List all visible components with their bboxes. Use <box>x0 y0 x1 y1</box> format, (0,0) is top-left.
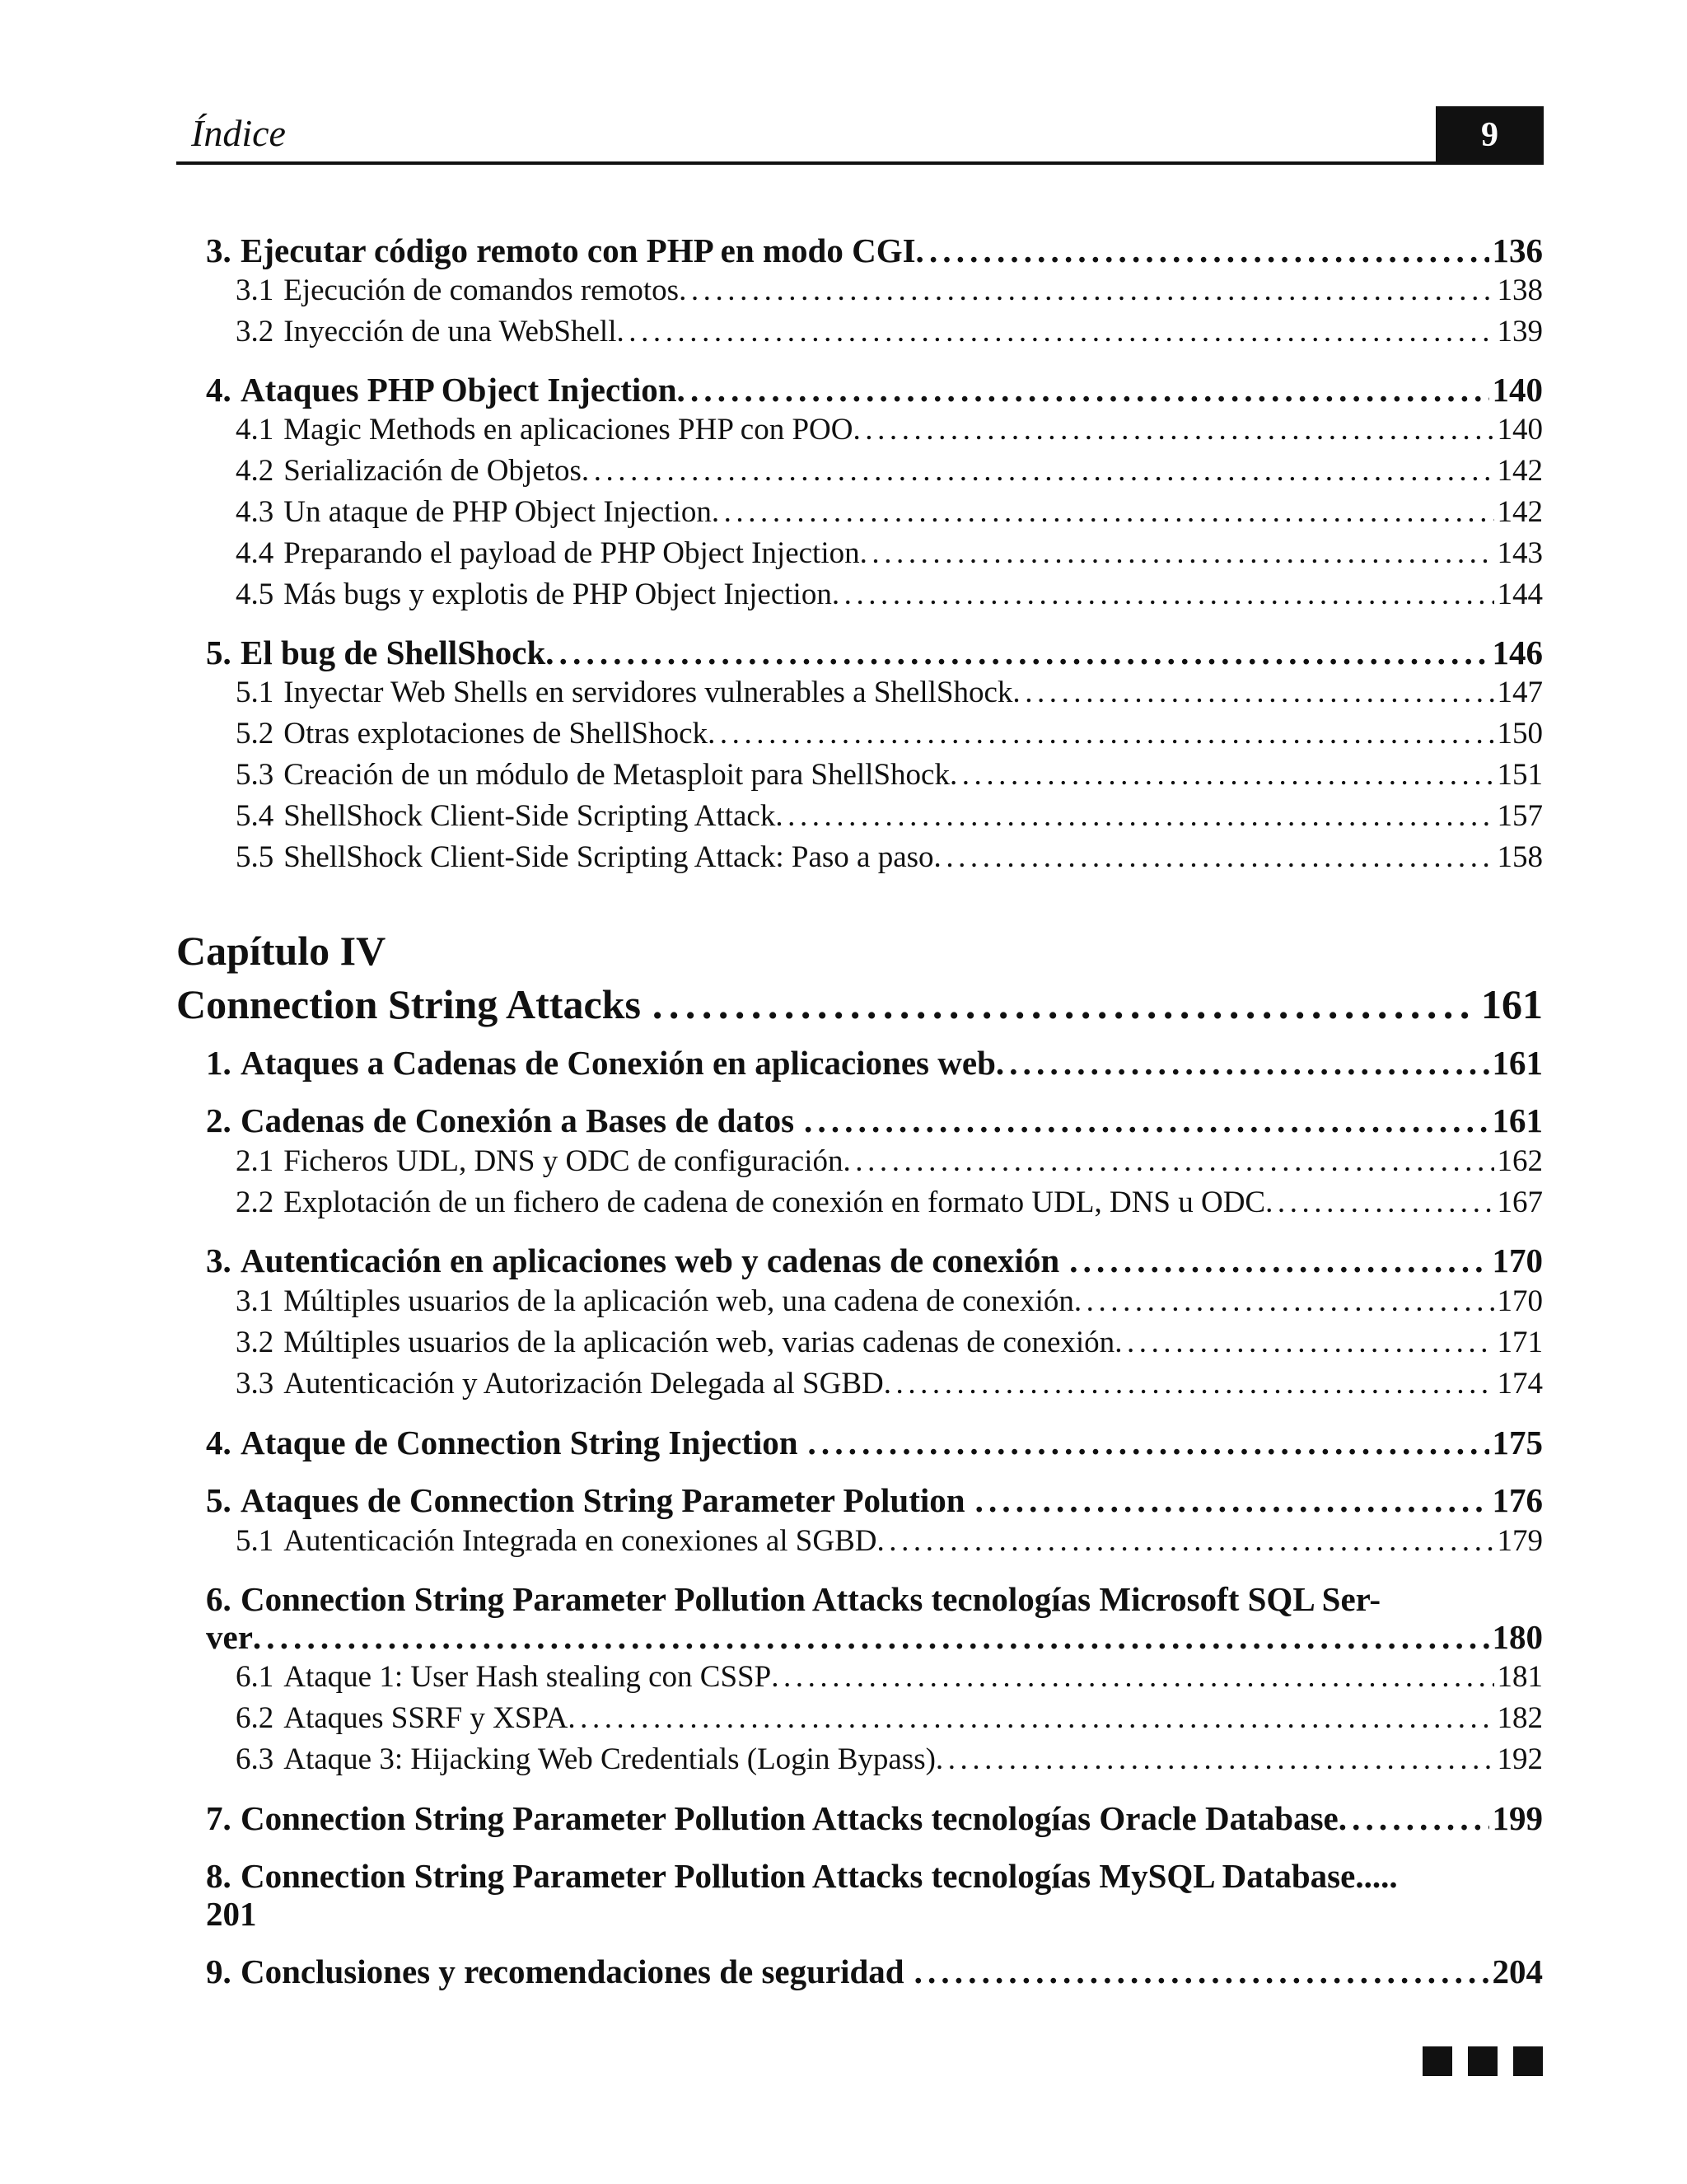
toc-subsection-entry[interactable] <box>236 1700 1543 1737</box>
section-title: Ataques a Cadenas de Conexión en aplicaciones web <box>241 1044 996 1082</box>
subsection-title: Ataques SSRF y XSPA <box>283 1701 568 1735</box>
toc-section-entry[interactable] <box>206 1797 1543 1840</box>
page-number: 162 <box>1497 1144 1543 1178</box>
dot-leader <box>1115 1324 1493 1362</box>
dot-leader <box>568 1700 1493 1737</box>
subsection-number: 3.1 <box>236 274 274 307</box>
page-number: 139 <box>1497 315 1543 348</box>
toc-page-number-wrapped: 201 <box>206 1895 257 1933</box>
toc-subsection-entry[interactable] <box>236 452 1543 490</box>
subsection-number: 4.3 <box>236 495 274 529</box>
running-header-title: Índice <box>191 112 286 154</box>
subsection-number: 5.5 <box>236 840 274 874</box>
dot-leader <box>884 1365 1494 1403</box>
chapter-title: Connection String Attacks <box>176 981 641 1027</box>
section-number: 3. <box>206 231 231 269</box>
subsection-number: 3.2 <box>236 315 274 348</box>
subsection-title: Autenticación Integrada en conexiones al SGBD <box>283 1524 877 1558</box>
subsection-title: ShellShock Client-Side Scripting Attack <box>283 799 776 833</box>
page-number: 142 <box>1497 495 1543 529</box>
dot-leader <box>1012 674 1493 712</box>
toc-subsection-entry[interactable] <box>236 1522 1543 1560</box>
subsection-number: 4.5 <box>236 578 274 611</box>
toc-subsection-entry[interactable] <box>236 715 1543 753</box>
page-number: 171 <box>1497 1326 1543 1359</box>
page-number: 176 <box>1492 1481 1543 1519</box>
page-number: 161 <box>1481 981 1543 1027</box>
page-number: 170 <box>1497 1284 1543 1318</box>
toc-subsection-entry[interactable] <box>236 1283 1543 1321</box>
toc-subsection-entry[interactable] <box>236 756 1543 794</box>
toc-subsection-entry[interactable] <box>236 411 1543 449</box>
page-number: 147 <box>1497 676 1543 709</box>
dot-leader <box>617 313 1494 351</box>
dot-leader <box>916 229 1489 272</box>
page-number: 143 <box>1497 536 1543 570</box>
section-number: 5. <box>206 1481 231 1519</box>
dot-leader: ..... <box>1355 1857 1398 1895</box>
page-number-badge: 9 <box>1436 106 1544 163</box>
section-title: El bug de ShellShock <box>241 634 546 671</box>
dot-leader <box>996 1041 1489 1084</box>
toc-subsection-entry[interactable] <box>236 1658 1543 1696</box>
toc-section-entry[interactable] <box>206 229 1543 272</box>
subsection-number: 2.2 <box>236 1186 274 1219</box>
page-number: 182 <box>1497 1701 1543 1735</box>
end-square-3 <box>1513 2046 1543 2076</box>
page-number: 136 <box>1492 231 1543 269</box>
toc-subsection-entry[interactable] <box>236 1365 1543 1403</box>
section-number: 7. <box>206 1799 231 1837</box>
dot-leader <box>1074 1283 1494 1321</box>
subsection-title: Inyección de una WebShell <box>283 315 617 348</box>
section-title-line1: Connection String Parameter Pollution Attacks tecnologías Microsoft SQL Ser- <box>241 1580 1381 1618</box>
toc-section-entry[interactable] <box>206 631 1543 674</box>
toc-section-entry[interactable] <box>206 1950 1543 1993</box>
page-number: 140 <box>1492 371 1543 409</box>
subsection-title: Más bugs y explotis de PHP Object Injection <box>283 578 832 611</box>
end-square-2 <box>1468 2046 1498 2076</box>
dot-leader <box>936 1741 1494 1779</box>
subsection-number: 6.3 <box>236 1742 274 1776</box>
section-title: Connection String Parameter Pollution Attacks tecnologías MySQL Database <box>241 1857 1356 1895</box>
toc-subsection-entry[interactable] <box>236 1184 1543 1222</box>
dot-leader <box>545 631 1488 674</box>
subsection-title: Preparando el payload de PHP Object Injection <box>283 536 860 570</box>
subsection-number: 3.2 <box>236 1326 274 1359</box>
header-rule <box>176 161 1544 165</box>
end-square-1 <box>1423 2046 1452 2076</box>
subsection-number: 5.1 <box>236 1524 274 1558</box>
page-number: 138 <box>1497 274 1543 307</box>
section-number: 4. <box>206 1424 231 1461</box>
dot-leader <box>832 576 1494 614</box>
section-number: 9. <box>206 1953 231 1990</box>
toc-subsection-entry[interactable] <box>236 1324 1543 1362</box>
toc-subsection-entry[interactable] <box>236 493 1543 531</box>
toc-subsection-entry[interactable] <box>236 674 1543 712</box>
subsection-number: 4.4 <box>236 536 274 570</box>
subsection-number: 6.1 <box>236 1660 274 1694</box>
page-number: 167 <box>1497 1186 1543 1219</box>
chapter-label: Capítulo IV <box>176 928 386 974</box>
toc-subsection-entry[interactable] <box>236 1741 1543 1779</box>
section-title: Autenticación en aplicaciones web y cadenas de conexión <box>241 1242 1060 1279</box>
page-number: 181 <box>1497 1660 1543 1694</box>
toc-section-entry[interactable] <box>206 1239 1543 1282</box>
toc-subsection-entry[interactable] <box>236 839 1543 877</box>
dot-leader <box>950 756 1494 794</box>
subsection-number: 5.3 <box>236 758 274 792</box>
subsection-title: Un ataque de PHP Object Injection <box>283 495 712 529</box>
dot-leader <box>582 452 1494 490</box>
toc-subsection-entry[interactable] <box>236 797 1543 835</box>
page-number: 179 <box>1497 1524 1543 1558</box>
subsection-title: Ataque 3: Hijacking Web Credentials (Login Bypass) <box>283 1742 936 1776</box>
subsection-number: 5.2 <box>236 717 274 751</box>
page-number: 192 <box>1497 1742 1543 1776</box>
toc-section-entry[interactable] <box>206 1421 1543 1464</box>
subsection-number: 6.2 <box>236 1701 274 1735</box>
page-number: 157 <box>1497 799 1543 833</box>
toc-chapter-entry[interactable] <box>176 977 1543 1031</box>
section-title: Ataques PHP Object Injection <box>241 371 677 409</box>
dot-leader <box>794 1099 1488 1142</box>
page-number: 144 <box>1497 578 1543 611</box>
dot-leader <box>771 1658 1493 1696</box>
toc-section-entry-first-line[interactable] <box>206 1854 1398 1897</box>
dot-leader <box>844 1143 1494 1181</box>
toc-subsection-entry[interactable] <box>236 576 1543 614</box>
subsection-title: Múltiples usuarios de la aplicación web, una cadena de conexión <box>283 1284 1074 1318</box>
subsection-title: Ficheros UDL, DNS y ODC de configuración <box>283 1144 844 1178</box>
section-title: Ataque de Connection String Injection <box>241 1424 798 1461</box>
page-number: 146 <box>1492 634 1543 671</box>
subsection-number: 4.2 <box>236 454 274 488</box>
page-number: 180 <box>1492 1618 1543 1656</box>
dot-leader <box>904 1950 1489 1993</box>
section-title: Connection String Parameter Pollution Attacks tecnologías Oracle Database <box>241 1799 1339 1837</box>
dot-leader <box>1339 1797 1489 1840</box>
toc-subsection-entry[interactable] <box>236 535 1543 573</box>
dot-leader <box>677 368 1489 411</box>
toc-section-entry[interactable] <box>206 1099 1543 1142</box>
section-title: Ataques de Connection String Parameter Polution <box>241 1481 965 1519</box>
section-number: 3. <box>206 1242 231 1279</box>
page-number: 140 <box>1497 413 1543 447</box>
subsection-number: 3.3 <box>236 1367 274 1401</box>
toc-section-entry[interactable] <box>206 368 1543 411</box>
subsection-title: Magic Methods en aplicaciones PHP con POO <box>283 413 853 447</box>
page-number: 170 <box>1492 1242 1543 1279</box>
dot-leader <box>1265 1184 1493 1222</box>
dot-leader <box>934 839 1494 877</box>
subsection-title: Múltiples usuarios de la aplicación web, varias cadenas de conexión <box>283 1326 1115 1359</box>
dot-leader <box>253 1616 1489 1658</box>
dot-leader <box>641 977 1478 1031</box>
toc-subsection-entry[interactable] <box>236 313 1543 351</box>
subsection-number: 4.1 <box>236 413 274 447</box>
subsection-number: 2.1 <box>236 1144 274 1178</box>
page-number: 199 <box>1492 1799 1543 1837</box>
toc-section-entry[interactable] <box>206 1479 1543 1522</box>
page-number: 204 <box>1492 1953 1543 1990</box>
subsection-title: Autenticación y Autorización Delegada al SGBD <box>283 1367 884 1401</box>
section-number: 5. <box>206 634 231 671</box>
toc-subsection-entry[interactable] <box>236 1143 1543 1181</box>
dot-leader <box>860 535 1494 573</box>
page-number: 151 <box>1497 758 1543 792</box>
page-number: 161 <box>1492 1101 1543 1139</box>
page-number: 158 <box>1497 840 1543 874</box>
dot-leader <box>708 715 1493 753</box>
subsection-title: Explotación de un fichero de cadena de conexión en formato UDL, DNS u ODC <box>283 1186 1266 1219</box>
subsection-title: ShellShock Client-Side Scripting Attack: Paso a paso <box>283 840 934 874</box>
dot-leader <box>712 493 1494 531</box>
page-number: 150 <box>1497 717 1543 751</box>
page-number: 142 <box>1497 454 1543 488</box>
subsection-number: 3.1 <box>236 1284 274 1318</box>
dot-leader <box>853 411 1494 449</box>
dot-leader <box>775 797 1493 835</box>
dot-leader <box>965 1479 1489 1522</box>
page-number: 175 <box>1492 1424 1543 1461</box>
section-title: Conclusiones y recomendaciones de seguridad <box>241 1953 904 1990</box>
subsection-title: Ejecución de comandos remotos <box>283 274 680 307</box>
subsection-title: Ataque 1: User Hash stealing con CSSP <box>283 1660 772 1694</box>
subsection-title: Creación de un módulo de Metasploit para ShellShock <box>283 758 950 792</box>
toc-subsection-entry[interactable] <box>236 272 1543 310</box>
section-number: 6. <box>206 1580 231 1618</box>
dot-leader <box>679 272 1493 310</box>
page-number: 174 <box>1497 1367 1543 1401</box>
page-number: 161 <box>1492 1044 1543 1082</box>
subsection-title: Inyectar Web Shells en servidores vulnerables a ShellShock <box>283 676 1013 709</box>
dot-leader <box>1059 1239 1488 1282</box>
subsection-number: 5.1 <box>236 676 274 709</box>
section-number: 1. <box>206 1044 231 1082</box>
subsection-number: 5.4 <box>236 799 274 833</box>
toc-section-entry-first-line[interactable] <box>206 1578 1381 1620</box>
dot-leader <box>877 1522 1494 1560</box>
section-title: Ejecutar código remoto con PHP en modo CGI <box>241 231 916 269</box>
subsection-title: Serialización de Objetos <box>283 454 582 488</box>
section-title-line2: ver <box>206 1618 253 1656</box>
section-number: 2. <box>206 1101 231 1139</box>
subsection-title: Otras explotaciones de ShellShock <box>283 717 708 751</box>
toc-section-entry[interactable] <box>206 1041 1543 1084</box>
section-number: 4. <box>206 371 231 409</box>
section-number: 8. <box>206 1857 231 1895</box>
dot-leader <box>798 1421 1489 1464</box>
toc-section-entry-continuation[interactable] <box>206 1616 1543 1658</box>
section-title: Cadenas de Conexión a Bases de datos <box>241 1101 795 1139</box>
